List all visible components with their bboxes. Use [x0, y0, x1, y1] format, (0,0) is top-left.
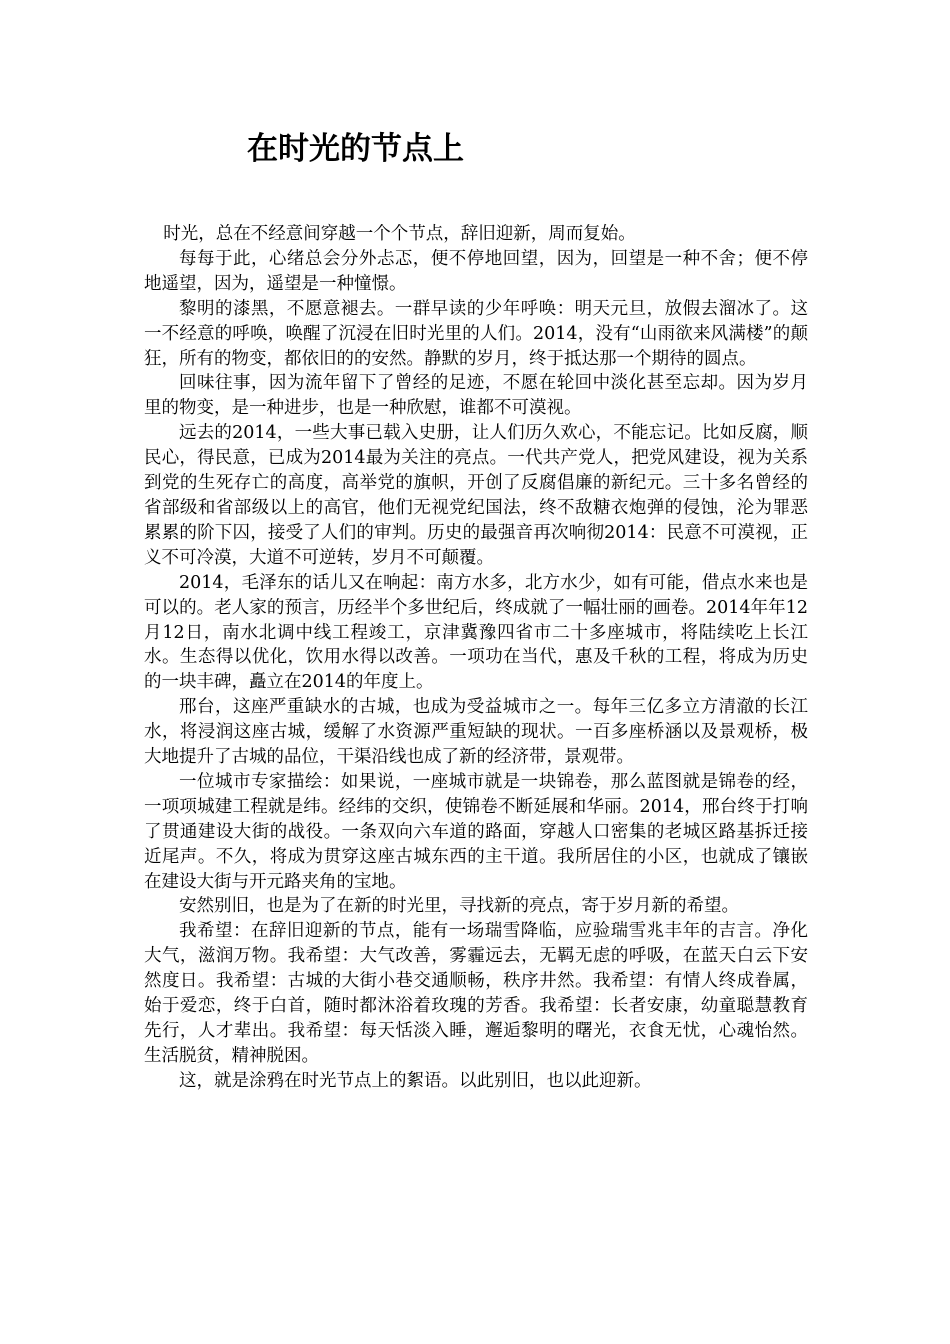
paragraph-3: 黎明的漆黑，不愿意褪去。一群早读的少年呼唤：明天元旦，放假去溜冰了。这一不经意的呼唤，唤醒了沉浸在旧时光里的人们。2014，没有“山雨欲来风满楼”的颠狂，所有的物变，都依旧的的安然。静默的岁月，终于抵达那一个期待的圆点。: [144, 298, 808, 369]
paragraph-11: 这，就是涂鸦在时光节点上的絮语。以此别旧，也以此迎新。: [179, 1070, 652, 1091]
paragraph-1: 时光，总在不经意间穿越一个个节点，辞旧迎新，周而复始。: [163, 224, 636, 244]
document-title: 在时光的节点上: [247, 131, 464, 167]
paragraph-9: 安然别旧，也是为了在新的时光里，寻找新的亮点，寄于岁月新的希望。: [179, 896, 739, 917]
paragraph-10: 我希望：在辞旧迎新的节点，能有一场瑞雪降临，应验瑞雪兆丰年的吉言。净化大气，滋润万物。我希望：大气改善，雾霾远去，无羁无虑的呼吸，在蓝天白云下安然度日。我希望：古城的大街小巷交通顺畅，秩序井然。我希望：有情人终成眷属，始于爱恋，终于白首，随时都沐浴着玫瑰的芳香。我希望：长者安康，幼童聪慧教育先行，人才辈出。我希望：每天恬淡入睡，邂逅黎明的曙光，衣食无忧，心魂怡然。生活脱贫，精神脱困。: [144, 921, 808, 1066]
paragraph-4: 回味往事，因为流年留下了曾经的足迹，不愿在轮回中淡化甚至忘却。因为岁月里的物变，是一种进步，也是一种欣慰，谁都不可漠视。: [144, 373, 808, 419]
paragraph-8: 一位城市专家描绘：如果说，一座城市就是一块锦卷，那么蓝图就是锦卷的经，一项项城建工程就是纬。经纬的交织，使锦卷不断延展和华丽。2014，邢台终于打响了贯通建设大街的战役。一条双向六车道的路面，穿越人口密集的老城区路基拆迁接近尾声。不久，将成为贯穿这座古城东西的主干道。我所居住的小区，也就成了镶嵌在建设大街与开元路夹角的宝地。: [144, 771, 808, 892]
paragraph-6: 2014，毛泽东的话儿又在响起：南方水多，北方水少，如有可能，借点水来也是可以的。老人家的预言，历经半个多世纪后，终成就了一幅壮丽的画卷。2014年年12月12日，南水北调中线工程竣工，京津冀豫四省市二十多座城市，将陆续吃上长江水。生态得以优化，饮用水得以改善。一项功在当代，惠及千秋的工程，将成为历史的一块丰碑，矗立在2014的年度上。: [144, 572, 808, 693]
paragraph-2: 每每于此，心绪总会分外忐忑，便不停地回望，因为，回望是一种不舍；便不停地遥望，因为，遥望是一种憧憬。: [144, 248, 808, 294]
document-body: [144, 222, 808, 1094]
paragraph-5: 远去的2014，一些大事已载入史册，让人们历久欢心，不能忘记。比如反腐，顺民心，得民意，已成为2014最为关注的亮点。一代共产党人，把党风建设，视为关系到党的生死存亡的高度，高举党的旗帜，开创了反腐倡廉的新纪元。三十多名曾经的省部级和省部级以上的高官，他们无视党纪国法，终不敌糖衣炮弹的侵蚀，沦为罪恶累累的阶下囚，接受了人们的审判。历史的最强音再次响彻2014：民意不可漠视，正义不可冷漠，大道不可逆转，岁月不可颠覆。: [144, 423, 808, 568]
paragraph-7: 邢台，这座严重缺水的古城，也成为受益城市之一。每年三亿多立方清澈的长江水，将浸润这座古城，缓解了水资源严重短缺的现状。一百多座桥涵以及景观桥，极大地提升了古城的品位，干渠沿线也成了新的经济带，景观带。: [144, 697, 808, 768]
